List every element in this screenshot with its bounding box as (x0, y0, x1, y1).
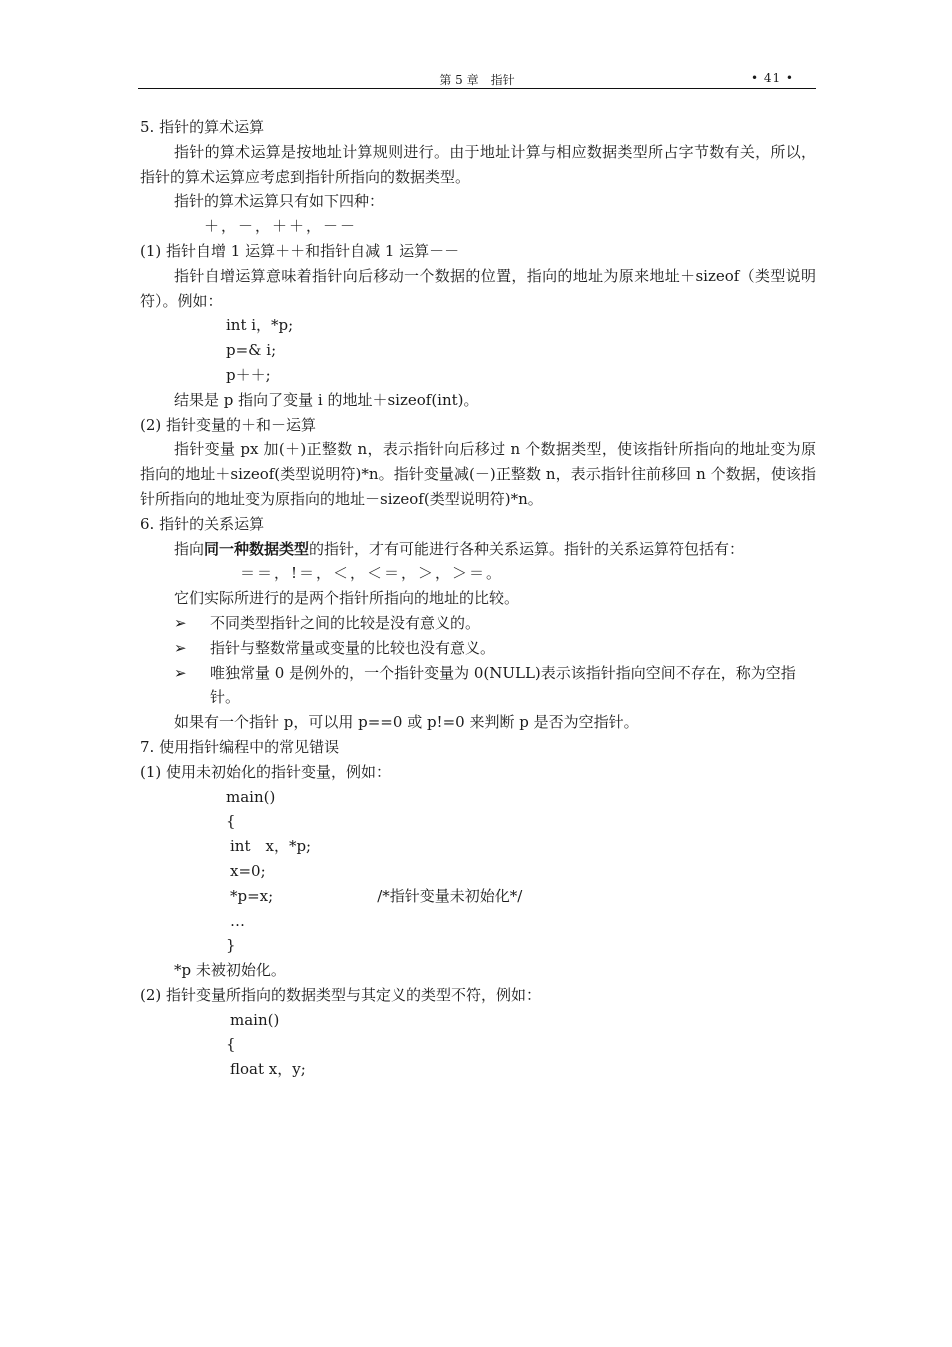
code-comment: /*指针变量未初始化*/ (377, 886, 523, 905)
code-line: main() (230, 1010, 280, 1029)
null-check-note: 如果有一个指针 p，可以用 p==0 或 p!=0 来判断 p 是否为空指针。 (174, 713, 639, 732)
subsection-1-para-text: 指针自增运算意味着指针向后移动一个数据的位置，指向的地址为原来地址＋sizeof（类型说明符）。例如： (140, 266, 816, 310)
section-6-para-start: 指向 (174, 539, 205, 558)
subsection-1-heading: (1) 指针自增 1 运算＋＋和指针自减 1 运算－－ (140, 241, 460, 260)
code-line: p=& i; (226, 341, 277, 360)
error-2-heading: (2) 指针变量所指向的数据类型与其定义的类型不符，例如： (140, 985, 542, 1004)
code-statement: *p=x; (230, 886, 274, 905)
subsection-1-result: 结果是 p 指向了变量 i 的地址＋sizeof(int)。 (174, 390, 479, 409)
section-6-para (140, 537, 816, 562)
code-line: main() (226, 787, 276, 806)
list-item (140, 636, 816, 661)
relational-operators: ＝＝，!＝，＜，＜＝，＞，＞＝。 (240, 564, 504, 583)
section-7-heading: 7. 使用指针编程中的常见错误 (140, 737, 340, 756)
page-body (140, 115, 816, 1082)
section-6-heading: 6. 指针的关系运算 (140, 514, 265, 533)
page-number: • 41 • (750, 71, 794, 85)
code-line: } (226, 936, 236, 955)
code-line: float x，y; (230, 1060, 306, 1079)
arrow-bullet-icon: ➢ (174, 638, 187, 657)
code-line: int i，*p; (226, 316, 294, 335)
code-line: … (230, 911, 245, 930)
emphasis-same-type: 同一种数据类型 (204, 539, 310, 558)
error-1-note: *p 未被初始化。 (174, 961, 286, 980)
section-5-heading: 5. 指针的算术运算 (140, 118, 265, 136)
bullet-text: 唯独常量 0 是例外的，一个指针变量为 0(NULL)表示该指针指向空间不存在，称为空指针。 (210, 663, 796, 707)
bullet-text: 不同类型指针之间的比较是没有意义的。 (210, 613, 481, 632)
page-header (138, 70, 816, 89)
list-item (140, 661, 816, 711)
subsection-1-para (140, 264, 816, 314)
bullet-text: 指针与整数常量或变量的比较也没有意义。 (210, 638, 496, 657)
subsection-2-heading: (2) 指针变量的＋和－运算 (140, 415, 317, 434)
subsection-2-para-text: 指针变量 px 加(＋)正整数 n，表示指针向后移过 n 个数据类型，使该指针所指向的地址变为原指向的地址＋sizeof(类型说明符)*n。指针变量减(－)正整数 n，表示指针往前移回 n 个数据，使该指针所指向的地址变为原指向的地址－sizeof(类型说明符)*n。 (140, 440, 816, 508)
code-line: int x，*p; (230, 837, 312, 856)
section-6-para-end: 的指针，才有可能进行各种关系运算。指针的关系运算符包括有： (309, 539, 745, 558)
arithmetic-operators: ＋，－，＋＋，－－ (204, 217, 358, 236)
subsection-2-para (140, 437, 816, 511)
arrow-bullet-icon: ➢ (174, 663, 187, 682)
list-item (140, 611, 816, 636)
section-5-para-1 (140, 140, 816, 190)
comparison-note: 它们实际所进行的是两个指针所指向的地址的比较。 (174, 589, 520, 608)
code-line: { (226, 1035, 236, 1054)
error-1-heading: (1) 使用未初始化的指针变量，例如： (140, 762, 392, 781)
chapter-title: 第 5 章 指针 (439, 73, 515, 87)
arrow-bullet-icon: ➢ (174, 613, 187, 632)
code-line: { (226, 812, 236, 831)
code-line: p＋＋; (226, 365, 271, 384)
section-5-para-1-text: 指针的算术运算是按地址计算规则进行。由于地址计算与相应数据类型所占字节数有关，所以，指针的算术运算应考虑到指针所指向的数据类型。 (140, 142, 816, 186)
section-5-para-2: 指针的算术运算只有如下四种： (174, 192, 385, 211)
code-line (140, 884, 816, 909)
code-line: x=0; (230, 861, 266, 880)
